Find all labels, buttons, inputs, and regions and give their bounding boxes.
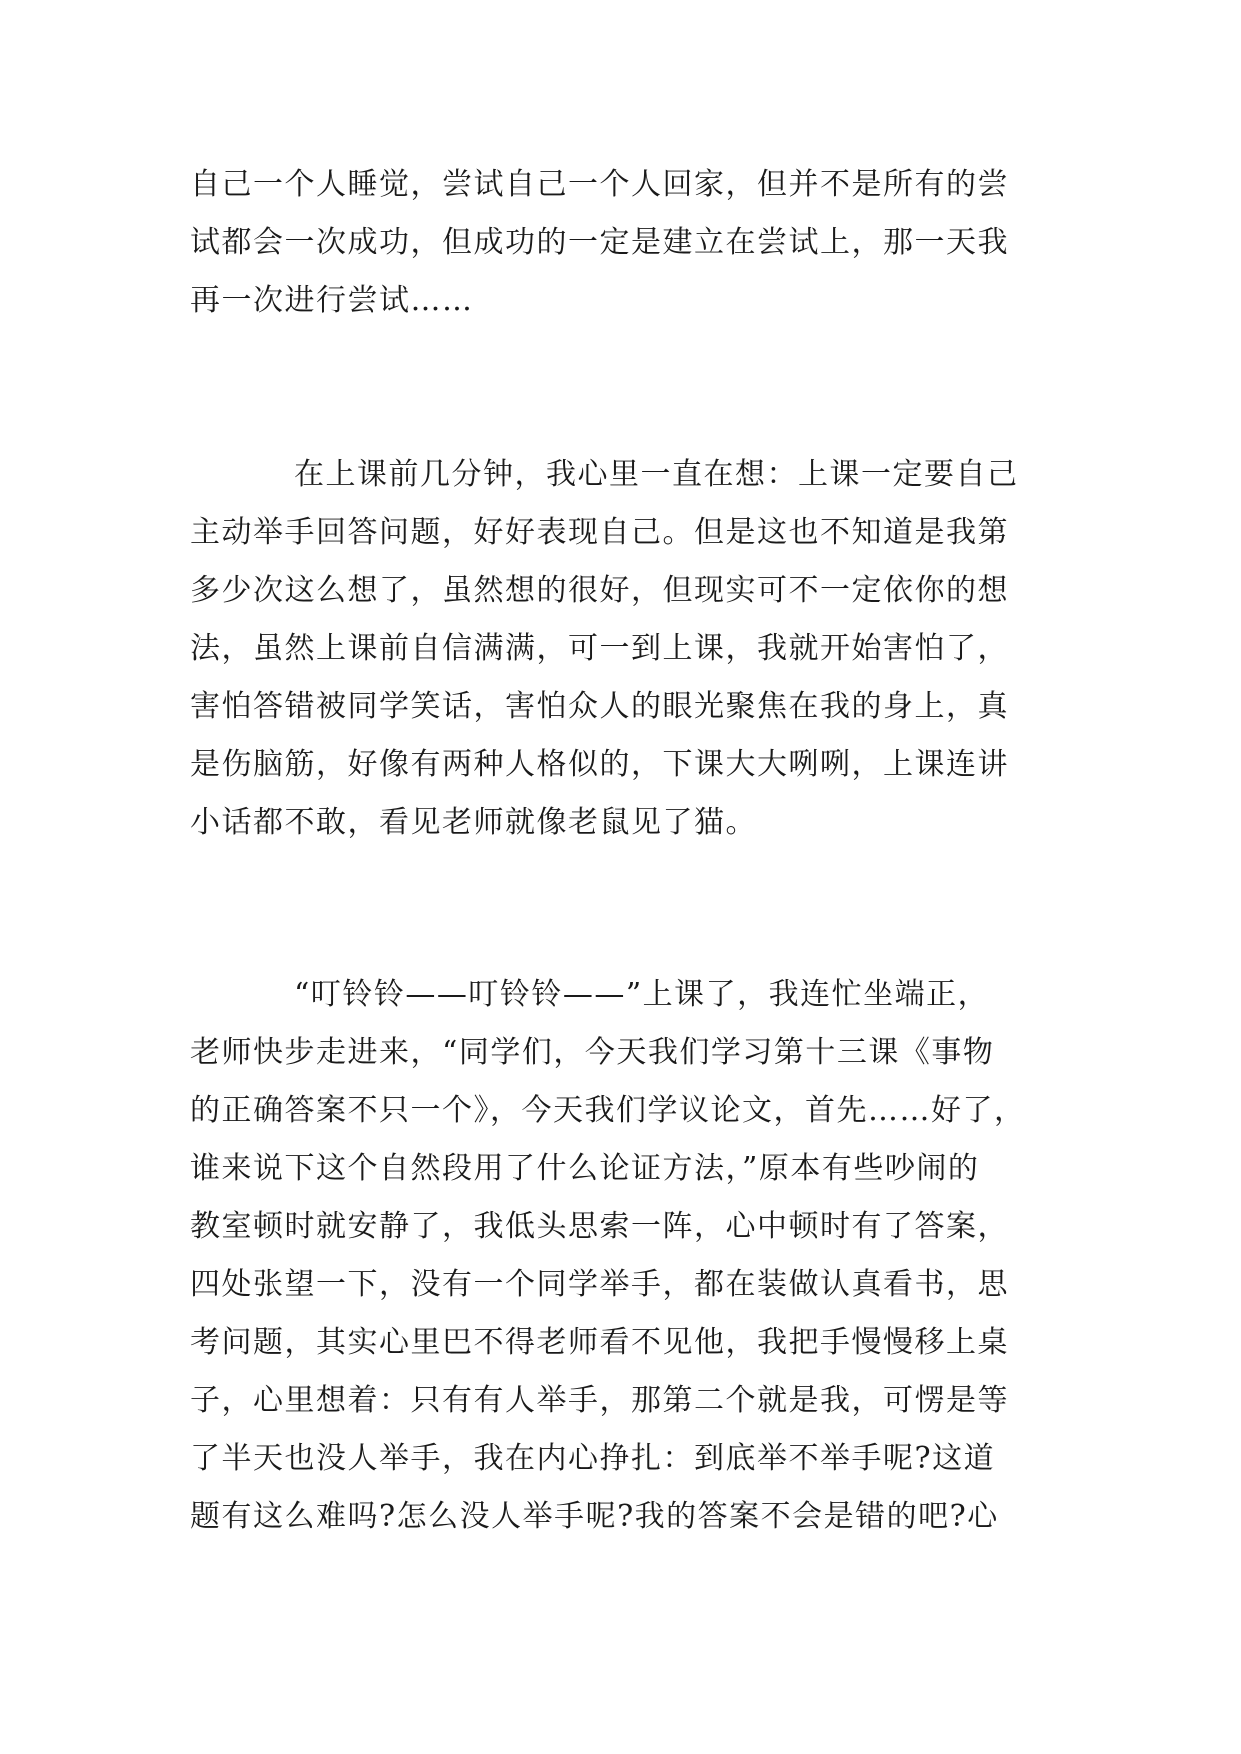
- paragraph-2: [190, 446, 1070, 852]
- text-line: 法，虽然上课前自信满满，可一到上课，我就开始害怕了，: [190, 631, 1009, 666]
- text-line: 了半天也没人举手，我在内心挣扎：到底举不举手呢?这道: [190, 1441, 996, 1476]
- paragraph-3: [190, 966, 1070, 1546]
- text-line: 多少次这么想了，虽然想的很好，但现实可不一定依你的想: [190, 573, 1009, 608]
- text-line: 再一次进行尝试……: [190, 283, 474, 318]
- text-line: 在上课前几分钟，我心里一直在想：上课一定要自己: [294, 457, 1019, 492]
- paragraph-1: [190, 156, 1070, 330]
- text-line: 的正确答案不只一个》，今天我们学议论文，首先……好了，: [190, 1093, 1026, 1128]
- text-line: 试都会一次成功，但成功的一定是建立在尝试上，那一天我: [190, 225, 1009, 260]
- text-line: 主动举手回答问题，好好表现自己。但是这也不知道是我第: [190, 515, 1009, 550]
- text-line: 害怕答错被同学笑话，害怕众人的眼光聚焦在我的身上，真: [190, 689, 1009, 724]
- text-line: 四处张望一下，没有一个同学举手，都在装做认真看书，思: [190, 1267, 1009, 1302]
- text-line: 子，心里想着：只有有人举手，那第二个就是我，可愣是等: [190, 1383, 1009, 1418]
- text-line: 教室顿时就安静了，我低头思索一阵，心中顿时有了答案，: [190, 1209, 1009, 1244]
- text-line: 小话都不敢，看见老师就像老鼠见了猫。: [190, 805, 757, 840]
- text-line: 题有这么难吗?怎么没人举手呢?我的答案不会是错的吧?心: [190, 1499, 999, 1534]
- text-line: “叮铃铃——叮铃铃——”上课了，我连忙坐端正，: [294, 977, 990, 1012]
- text-line: 自己一个人睡觉，尝试自己一个人回家，但并不是所有的尝: [190, 167, 1009, 202]
- text-line: 谁来说下这个自然段用了什么论证方法，”原本有些吵闹的: [190, 1151, 980, 1186]
- text-line: 是伤脑筋，好像有两种人格似的，下课大大咧咧，上课连讲: [190, 747, 1009, 782]
- text-line: 考问题，其实心里巴不得老师看不见他，我把手慢慢移上桌: [190, 1325, 1009, 1360]
- text-line: 老师快步走进来，“同学们，今天我们学习第十三课《事物: [190, 1035, 995, 1070]
